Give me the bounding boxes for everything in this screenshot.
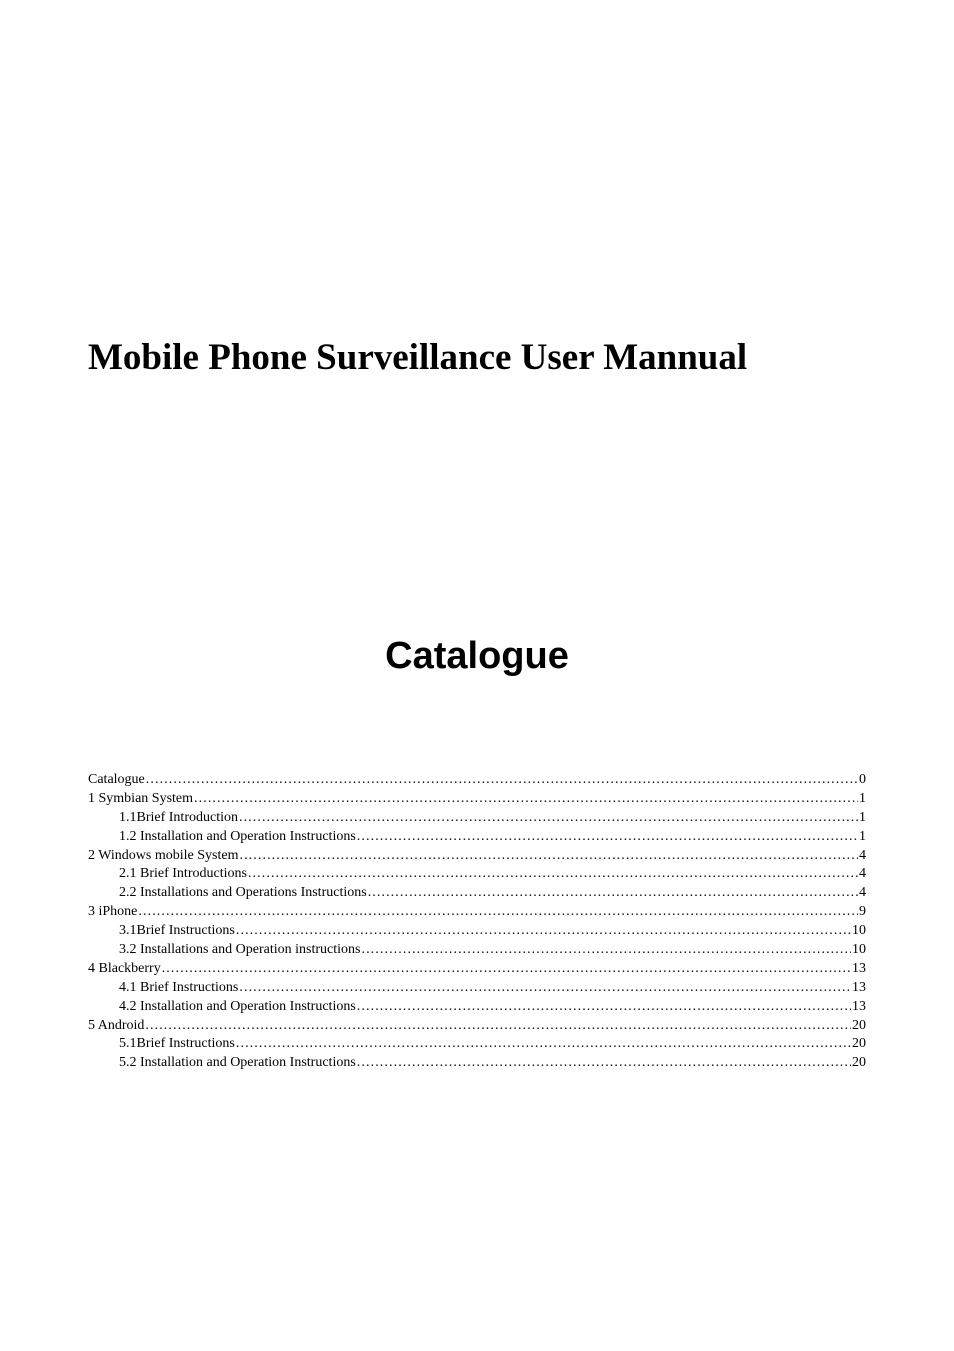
toc-entry-label: 3 iPhone <box>88 904 138 920</box>
toc-entry-label: 2.1 Brief Introductions <box>119 866 247 882</box>
toc-entry-page-number: 10 <box>852 942 866 958</box>
toc-dot-leader <box>146 771 858 790</box>
toc-dot-leader <box>357 828 858 847</box>
toc-entry-label: 3.1Brief Instructions <box>119 923 235 939</box>
toc-entry-label: 2.2 Installations and Operations Instructions <box>119 885 367 901</box>
toc-entry-page-number: 20 <box>852 1055 866 1071</box>
toc-entry[interactable] <box>88 884 866 903</box>
toc-entry-page-number: 20 <box>852 1036 866 1052</box>
toc-entry-label: Catalogue <box>88 772 145 787</box>
toc-entry[interactable] <box>88 771 866 790</box>
toc-dot-leader <box>361 941 851 960</box>
toc-dot-leader <box>239 979 851 998</box>
toc-entry-label: 5.2 Installation and Operation Instructions <box>119 1055 356 1071</box>
table-of-contents <box>88 771 866 1073</box>
toc-entry-page-number: 13 <box>852 979 866 995</box>
toc-entry-label: 5 Android <box>88 1017 145 1033</box>
toc-entry[interactable] <box>88 960 866 979</box>
catalogue-heading: Catalogue <box>385 635 569 677</box>
document-title: Mobile Phone Surveillance User Mannual <box>88 337 748 378</box>
toc-entry-page-number: 4 <box>859 885 866 901</box>
toc-entry[interactable] <box>88 847 866 866</box>
toc-dot-leader <box>248 865 858 884</box>
toc-entry-page-number: 20 <box>852 1017 866 1033</box>
toc-dot-leader <box>162 960 851 979</box>
toc-entry-page-number: 0 <box>859 772 866 787</box>
toc-entry[interactable] <box>88 1035 866 1054</box>
toc-dot-leader <box>145 1017 851 1036</box>
toc-entry-page-number: 1 <box>859 809 866 825</box>
toc-dot-leader <box>236 922 851 941</box>
toc-entry[interactable] <box>88 1017 866 1036</box>
toc-entry[interactable] <box>88 941 866 960</box>
toc-entry[interactable] <box>88 1054 866 1073</box>
toc-dot-leader <box>368 884 858 903</box>
toc-entry-page-number: 4 <box>859 866 866 882</box>
toc-dot-leader <box>357 998 851 1017</box>
toc-entry-label: 1.2 Installation and Operation Instructions <box>119 828 356 844</box>
toc-dot-leader <box>239 809 858 828</box>
toc-entry-page-number: 1 <box>859 828 866 844</box>
toc-entry-label: 5.1Brief Instructions <box>119 1036 235 1052</box>
toc-entry[interactable] <box>88 809 866 828</box>
toc-entry-label: 4 Blackberry <box>88 960 161 976</box>
toc-entry-page-number: 10 <box>852 923 866 939</box>
toc-dot-leader <box>138 903 858 922</box>
toc-entry-label: 2 Windows mobile System <box>88 847 239 863</box>
toc-entry-page-number: 1 <box>859 790 866 806</box>
toc-entry-page-number: 13 <box>852 998 866 1014</box>
toc-entry-label: 3.2 Installations and Operation instructions <box>119 942 361 958</box>
toc-entry[interactable] <box>88 865 866 884</box>
toc-dot-leader <box>194 790 858 809</box>
toc-dot-leader <box>357 1054 851 1073</box>
toc-entry[interactable] <box>88 790 866 809</box>
toc-entry-label: 4.1 Brief Instructions <box>119 979 239 995</box>
toc-entry[interactable] <box>88 922 866 941</box>
toc-dot-leader <box>239 847 858 866</box>
toc-entry-page-number: 4 <box>859 847 866 863</box>
toc-entry-page-number: 13 <box>852 960 866 976</box>
toc-entry-page-number: 9 <box>859 904 866 920</box>
toc-entry-label: 1 Symbian System <box>88 790 194 806</box>
toc-entry[interactable] <box>88 979 866 998</box>
toc-entry[interactable] <box>88 828 866 847</box>
toc-entry[interactable] <box>88 998 866 1017</box>
toc-entry-label: 4.2 Installation and Operation Instructions <box>119 998 356 1014</box>
toc-dot-leader <box>236 1035 851 1054</box>
toc-entry-label: 1.1Brief Introduction <box>119 809 238 825</box>
toc-entry[interactable] <box>88 903 866 922</box>
